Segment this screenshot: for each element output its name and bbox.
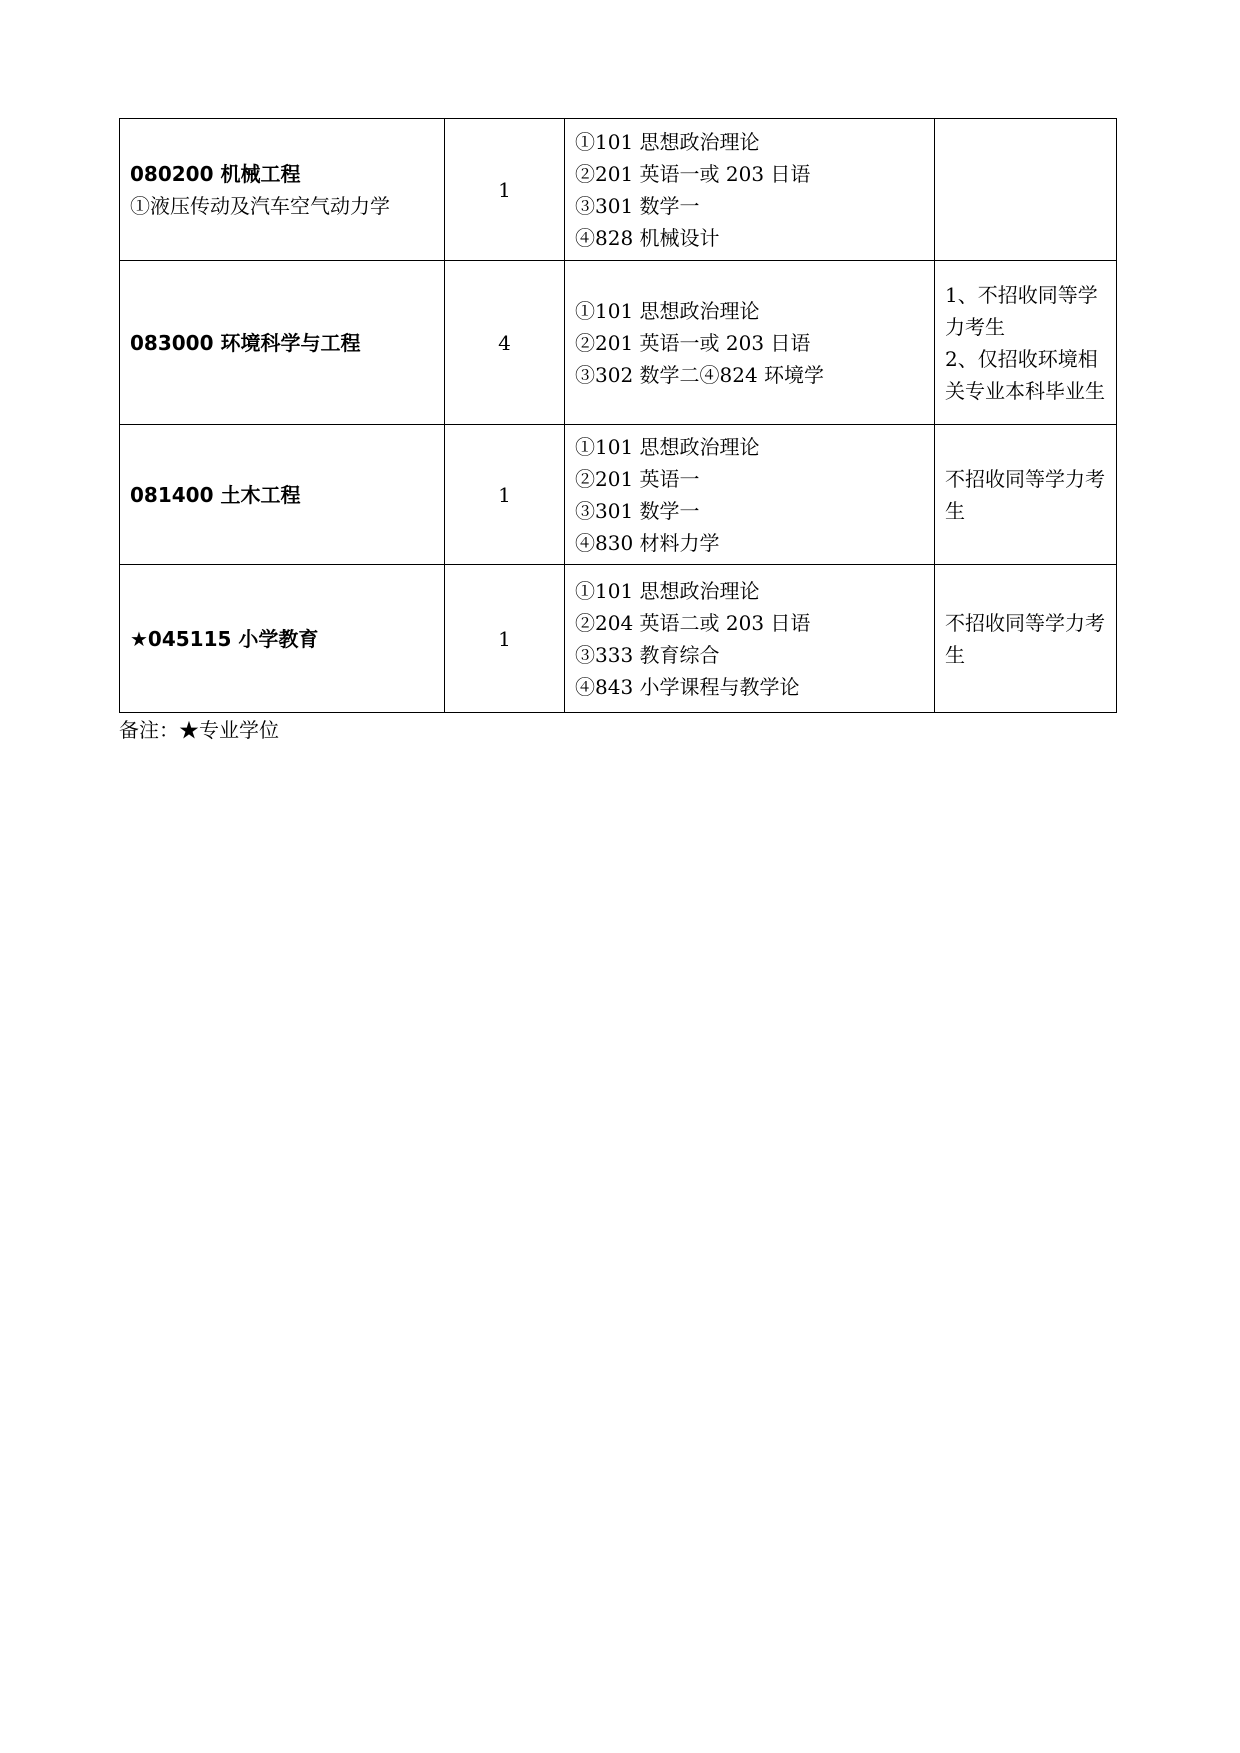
exam-subject: ①101 思想政治理论 [575, 298, 760, 323]
admissions-table [119, 118, 1117, 713]
enrollment-count: 4 [445, 261, 565, 425]
major-cell [120, 565, 445, 713]
remarks-cell [935, 565, 1117, 713]
exam-subject: ③333 教育综合 [575, 642, 720, 667]
exam-subject: ①101 思想政治理论 [575, 578, 760, 603]
remarks-cell [935, 261, 1117, 425]
exam-subject: ④828 机械设计 [575, 225, 720, 250]
major-cell [120, 425, 445, 565]
exam-subject: ④830 材料力学 [575, 530, 720, 555]
major-name: 081400 土木工程 [130, 482, 301, 507]
exam-subject: ④843 小学课程与教学论 [575, 674, 800, 699]
exam-subject: ③301 数学一 [575, 498, 700, 523]
remark-text: 不招收同等学力考生 [945, 610, 1105, 667]
exam-subject: ②201 英语一 [575, 466, 700, 491]
exam-subject: ②201 英语一或 203 日语 [575, 330, 811, 355]
exam-subject: ①101 思想政治理论 [575, 129, 760, 154]
remarks-cell [935, 425, 1117, 565]
exam-subject: ②204 英语二或 203 日语 [575, 610, 811, 635]
exam-subject: ③301 数学一 [575, 193, 700, 218]
remarks-cell [935, 119, 1117, 261]
exam-subject: ②201 英语一或 203 日语 [575, 161, 811, 186]
table-row [120, 119, 1117, 261]
major-name: 080200 机械工程 [130, 161, 301, 186]
exam-subject: ③302 数学二④824 环境学 [575, 362, 825, 387]
remark-text: 不招收同等学力考生 [945, 466, 1105, 523]
exam-subjects-cell [565, 119, 935, 261]
enrollment-count: 1 [445, 565, 565, 713]
major-name: ★045115 小学教育 [130, 626, 319, 651]
major-cell [120, 119, 445, 261]
exam-subjects-cell [565, 425, 935, 565]
major-direction: ①液压传动及汽车空气动力学 [130, 193, 390, 218]
table-row [120, 425, 1117, 565]
exam-subject: ①101 思想政治理论 [575, 434, 760, 459]
remark-text: 2、仅招收环境相关专业本科毕业生 [945, 346, 1105, 403]
table-row [120, 565, 1117, 713]
remark-text: 1、不招收同等学力考生 [945, 282, 1098, 339]
enrollment-count: 1 [445, 425, 565, 565]
table-row [120, 261, 1117, 425]
footnote: 备注：★专业学位 [119, 718, 279, 742]
enrollment-count: 1 [445, 119, 565, 261]
major-name: 083000 环境科学与工程 [130, 330, 361, 355]
exam-subjects-cell [565, 565, 935, 713]
major-cell [120, 261, 445, 425]
exam-subjects-cell [565, 261, 935, 425]
